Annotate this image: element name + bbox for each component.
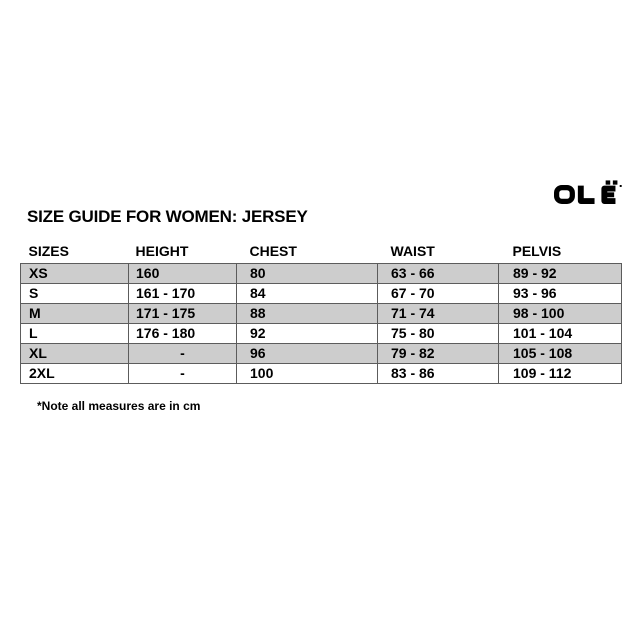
table-cell: - [129,363,237,383]
column-header-chest: CHEST [249,242,297,259]
table-row-xs [21,263,622,283]
table-cell: 2XL [21,363,129,383]
table-cell: 92 [237,323,378,343]
table-cell: S [21,283,129,303]
table-row-xl [21,343,622,363]
table-cell: 84 [237,283,378,303]
table-cell: 109 - 112 [499,363,622,383]
table-row-s [21,283,622,303]
table-cell: 100 [237,363,378,383]
table-cell: 171 - 175 [129,303,237,323]
table-cell: 176 - 180 [129,323,237,343]
table-cell: 98 - 100 [499,303,622,323]
table-cell: 80 [237,263,378,283]
table-cell: 63 - 66 [378,263,499,283]
size-table-body [21,263,622,383]
table-cell: 83 - 86 [378,363,499,383]
table-cell: 71 - 74 [378,303,499,323]
ale-logo-icon [554,180,622,207]
column-header-height: HEIGHT [135,242,189,259]
column-header-pelvis: PELVIS [512,242,562,259]
table-cell: L [21,323,129,343]
table-cell: 96 [237,343,378,363]
table-cell: 101 - 104 [499,323,622,343]
table-row-m [21,303,622,323]
table-cell: M [21,303,129,323]
table-cell: 88 [237,303,378,323]
column-header-sizes: SIZES [28,242,69,259]
measures-footnote: *Note all measures are in cm [37,399,201,413]
table-cell: - [129,343,237,363]
table-cell: 161 - 170 [129,283,237,303]
table-cell: 89 - 92 [499,263,622,283]
column-header-waist: WAIST [390,242,435,259]
table-row-2xl [21,363,622,383]
table-cell: 75 - 80 [378,323,499,343]
page-title: SIZE GUIDE FOR WOMEN: JERSEY [27,207,308,226]
table-row-l [21,323,622,343]
table-cell: 79 - 82 [378,343,499,363]
table-cell: XS [21,263,129,283]
size-table-header-row [21,241,622,263]
table-cell: 67 - 70 [378,283,499,303]
size-table [20,241,622,384]
table-cell: 160 [129,263,237,283]
table-cell: 93 - 96 [499,283,622,303]
table-cell: 105 - 108 [499,343,622,363]
table-cell: XL [21,343,129,363]
ale-logo [554,180,622,207]
